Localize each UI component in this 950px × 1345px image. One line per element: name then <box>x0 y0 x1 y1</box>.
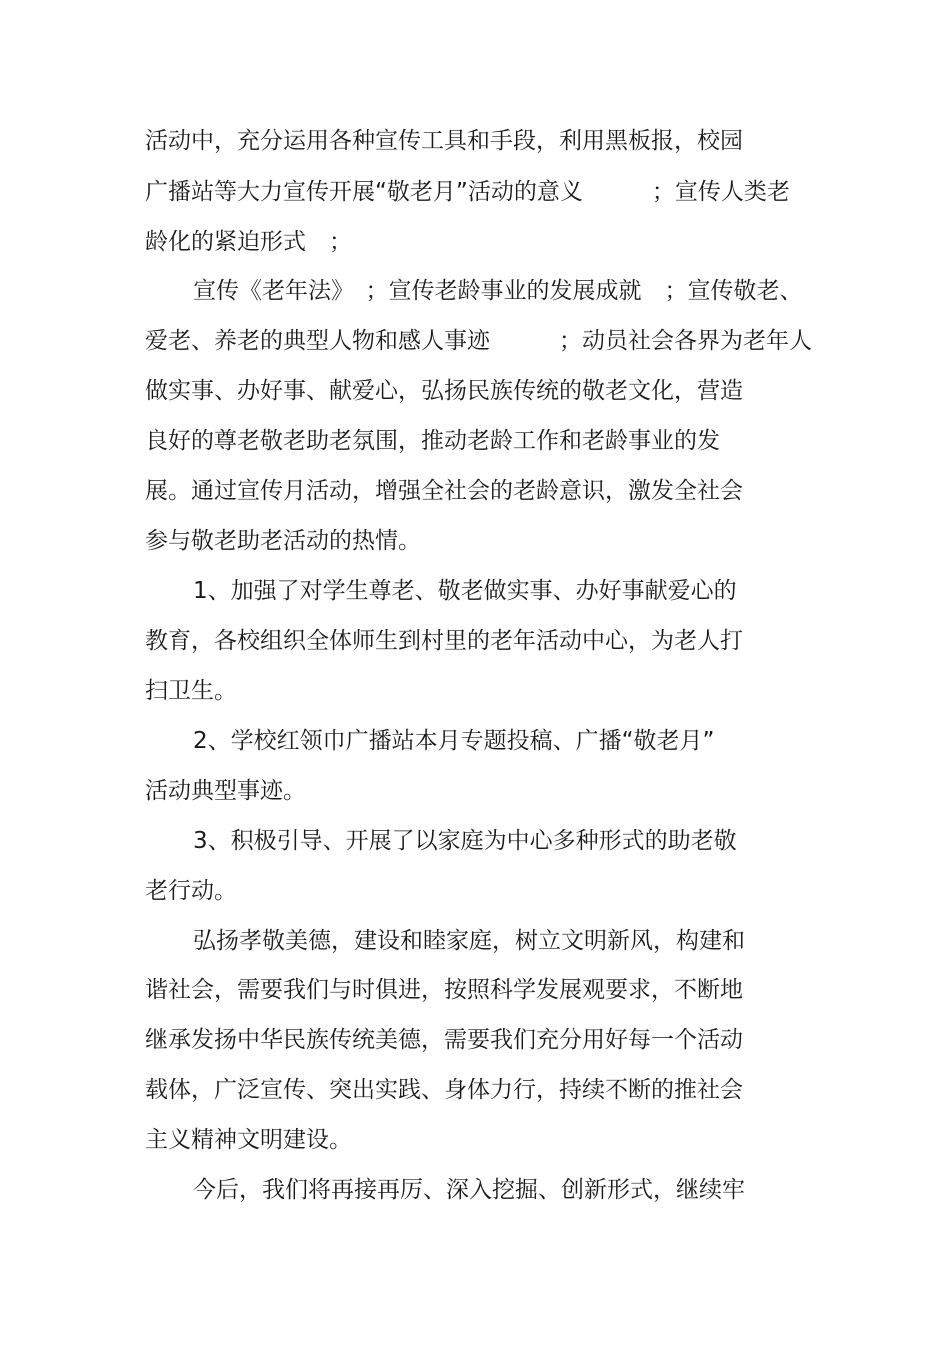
body-text-line: 参与敬老助老活动的热情。 <box>145 528 421 554</box>
body-text-line: 龄化的紧迫形式 ； <box>145 229 352 255</box>
body-text-line: 良好的尊老敬老助老氛围，推动老龄工作和老龄事业的发 <box>145 428 720 454</box>
body-text-line: 活动中，充分运用各种宣传工具和手段，利用黑板报，校园 <box>145 128 743 154</box>
body-text-line: 老行动。 <box>145 878 237 904</box>
body-text-line: 爱老、养老的典型人物和感人事迹 ；动员社会各界为老年人 <box>145 328 812 354</box>
body-text-line: 3、积极引导、开展了以家庭为中心多种形式的助老敬 <box>193 828 737 854</box>
body-text-line: 载体，广泛宣传、突出实践、身体力行，持续不断的推社会 <box>145 1077 743 1103</box>
body-text-line: 主义精神文明建设。 <box>145 1127 352 1153</box>
body-text-line: 宣传《老年法》 ；宣传老龄事业的发展成就 ；宣传敬老、 <box>193 278 803 304</box>
body-text-line: 继承发扬中华民族传统美德，需要我们充分用好每一个活动 <box>145 1027 743 1053</box>
body-text-line: 2、学校红领巾广播站本月专题投稿、广播“敬老月” <box>193 728 715 754</box>
body-text-line: 展。通过宣传月活动，增强全社会的老龄意识，激发全社会 <box>145 478 743 504</box>
body-text-line: 今后，我们将再接再厉、深入挖掘、创新形式，继续牢 <box>193 1177 745 1203</box>
body-text-line: 弘扬孝敬美德，建设和睦家庭，树立文明新风，构建和 <box>193 928 745 954</box>
body-text-line: 活动典型事迹。 <box>145 778 306 804</box>
body-text-line: 扫卫生。 <box>145 678 237 704</box>
body-text-line: 广播站等大力宣传开展“敬老月”活动的意义 ；宣传人类老 <box>145 179 790 205</box>
body-text-line: 谐社会，需要我们与时俱进，按照科学发展观要求，不断地 <box>145 977 743 1003</box>
body-text-line: 做实事、办好事、献爱心，弘扬民族传统的敬老文化，营造 <box>145 378 743 404</box>
body-text-line: 1、加强了对学生尊老、敬老做实事、办好事献爱心的 <box>193 578 737 604</box>
body-text-line: 教育，各校组织全体师生到村里的老年活动中心，为老人打 <box>145 628 743 654</box>
